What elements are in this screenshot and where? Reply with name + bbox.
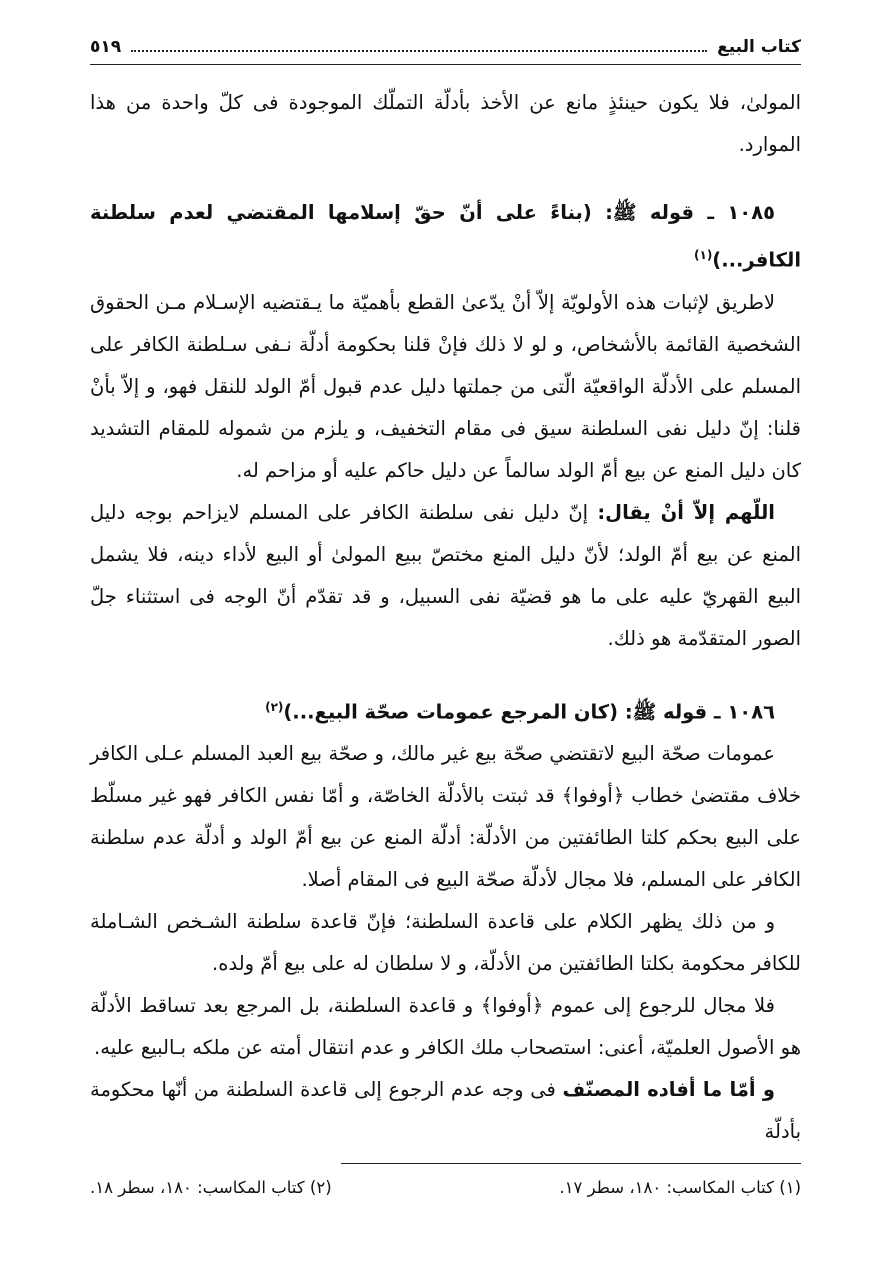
paragraph: عمومات صحّة البيع لاتقتضي صحّة بيع غير مالك، و صحّة بيع العبد المسلم عـلى الكافر خلاف مقتضىٰ خطاب ﴿أوفوا﴾ قد ثبتت بالأدلّة الخاصّة، و أمّا نفس الكافر فهو غير مسلّط على البيع بحكم كلتا الطائفتين من الأدلّة: أدلّة المنع عن بيع أمّ الولد و أدلّة عدم سلطنة الكافر على المسلم، فلا مجال لأدلّة صحّة البيع فى المقام أصلا.: [90, 742, 801, 891]
footnotes: [90, 1178, 801, 1197]
heading-text: ١٠٨٥ ـ قوله ﷺ: (بناءً على أنّ حقّ إسلامها المقتضي لعدم سلطنة الكافر...): [90, 201, 801, 272]
paragraph-lead: اللّهم إلاّ أنْ يقال:: [597, 500, 775, 524]
page-number: ٥١٩: [90, 37, 122, 57]
footnote-mark: (١): [694, 248, 713, 262]
body-text: [90, 82, 801, 1153]
header-dot-leader: [131, 42, 707, 52]
paragraph: فلا مجال للرجوع إلى عموم ﴿أوفوا﴾ و قاعدة السلطنة، بل المرجع بعد تساقط الأدلّة هو الأصول العلميّة، أعنى: استصحاب ملك الكافر و عدم انتقال أمته عن ملكه بـالبيع عليه.: [90, 994, 801, 1059]
paragraph-text: فى وجه عدم الرجوع إلى قاعدة السلطنة من أنّها محكومة بأدلّة: [90, 1078, 801, 1143]
paragraph-text: إنّ دليل نفى سلطنة الكافر على المسلم لايزاحم بوجه دليل المنع عن بيع أمّ الولد؛ لأنّ دليل المنع مختصّ ببيع المولىٰ أو البيع لأداء دينه، فلا يشمل البيع القهريّ عليه على ما هو قضيّة نفى السبيل، و قد تقدّم أنّ الوجه فى استثناء جلّ الصور المتقدّمة هو ذلك.: [90, 500, 801, 650]
paragraph-lead: و أمّا ما أفاده المصنّف: [562, 1078, 775, 1101]
paragraph: لاطريق لإثبات هذه الأولويّة إلاّ أنْ يدّعىٰ القطع بأهميّة ما يـقتضيه الإسـلام مـن الحقوق الشخصية القائمة بالأشخاص، و لو لا ذلك فإنْ قلنا بحكومة أدلّة نـفى سـلطنة الكافر على المسلم على الأدلّة الواقعيّة الّتى من جملتها دليل عدم قبول أمّ الولد للنقل فهو، و إلاّ بأنْ قلنا: إنّ دليل نفى السلطنة سيق فى مقام التخفيف، و يلزم من شموله للمقام التشديد كان دليل المنع عن بيع أمّ الولد سالماً عن دليل حاكم عليه أو مزاحم له.: [90, 290, 801, 482]
section-heading: [90, 686, 801, 734]
section-heading: [90, 192, 801, 282]
header-rule: [90, 64, 801, 65]
heading-text: ١٠٨٦ ـ قوله ﷺ: (كان المرجع عمومات صحّة البيع...): [283, 700, 775, 723]
running-header: [90, 32, 801, 62]
footnote-1: (١) كتاب المكاسب: ١٨٠، سطر ١٧.: [559, 1178, 801, 1197]
footnote-rule: [341, 1163, 801, 1164]
paragraph: و من ذلك يظهر الكلام على قاعدة السلطنة؛ فإنّ قاعدة سلطنة الشـخص الشـاملة للكافر محكومة بكلتا الطائفتين من الأدلّة، و لا سلطان له على بيع أمّ ولده.: [90, 910, 801, 975]
book-title: كتاب البيع: [717, 37, 801, 57]
footnote-mark: (٢): [265, 699, 284, 714]
footnote-2: (٢) كتاب المكاسب: ١٨٠، سطر ١٨.: [90, 1178, 332, 1197]
paragraph: المولىٰ، فلا يكون حينئذٍ مانع عن الأخذ بأدلّة التملّك الموجودة فى كلّ واحدة من هذا الموارد.: [90, 91, 801, 156]
paragraph: [90, 492, 801, 660]
paragraph: [90, 1069, 801, 1153]
